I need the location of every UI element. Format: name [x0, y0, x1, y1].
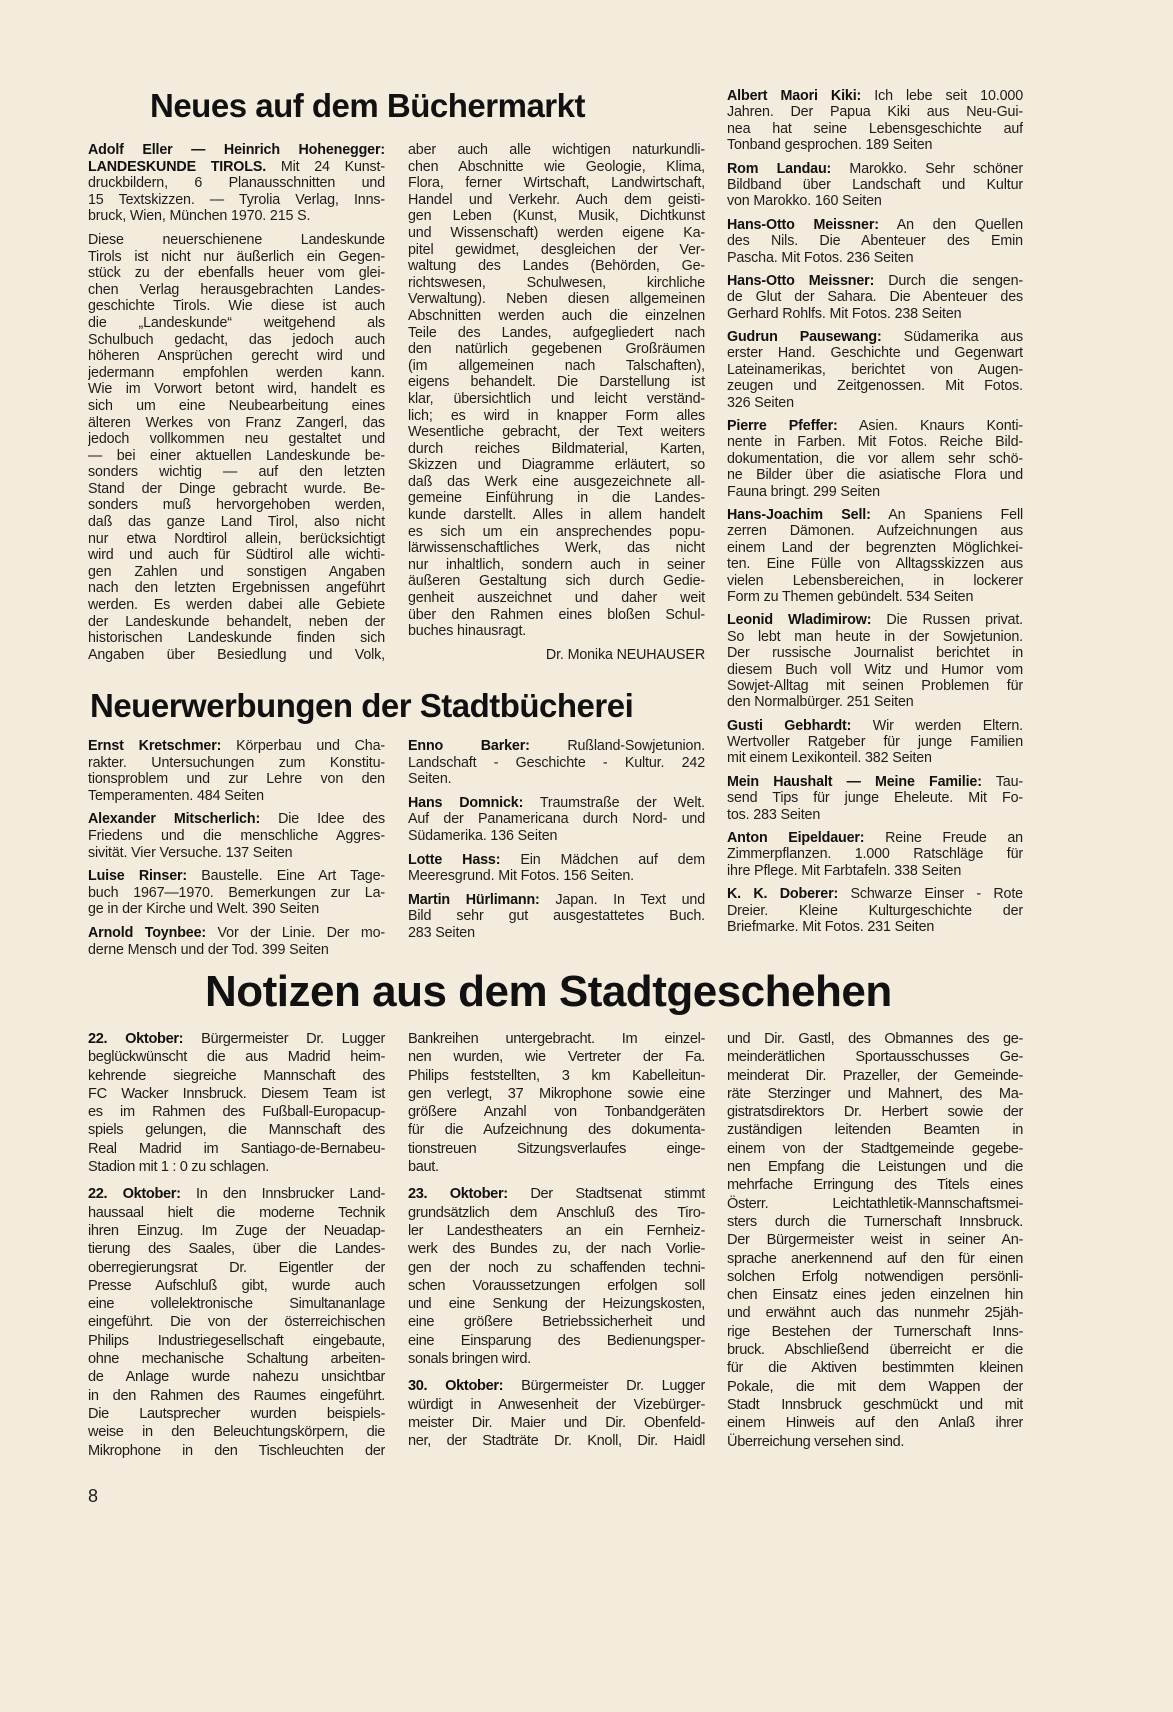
entry-author: Arnold Toynbee: [88, 924, 206, 941]
paragraph [408, 1030, 705, 1176]
text-line: baut. [408, 1159, 439, 1176]
text-line: buches hinausragt. [408, 623, 527, 640]
text-line: lärwissenschaftliches Werk, das nicht [408, 540, 705, 557]
text-line: des Nils. Die Abenteuer des Emin [727, 233, 1023, 250]
review-signature: Dr. Monika NEUHAUSER [545, 646, 705, 663]
text-line: spiels gelungen, die Mannschaft des [88, 1122, 385, 1139]
text-line: die „Landeskunde“ weitgehend als [88, 314, 385, 331]
text-line: oberregierungsrat Dr. Eigentler der [88, 1259, 385, 1276]
text-line: kunde darstellt. Alles in allem handelt [408, 507, 705, 524]
text-line: Philips Industriegesellschaft eingebaute, [88, 1332, 385, 1349]
text-line [727, 217, 1023, 233]
text-line [88, 159, 385, 176]
notes-column-1 [88, 1030, 385, 1469]
text-line [408, 1377, 705, 1395]
text-line: lich; es wird in knapper Form alles [408, 407, 705, 424]
heading-library-acquisitions: Neuerwerbungen der Stadtbücherei [90, 687, 634, 724]
text-line: über den Rahmen eines bloßen Schul- [408, 606, 705, 623]
text-line: So lebt man heute in der Sowjetunion. [727, 628, 1023, 645]
text-line: werden. Es werden dabei alle Gebiete [88, 597, 385, 614]
entry-author: Leonid Wladimirow: [727, 612, 872, 629]
paragraph [727, 88, 1023, 154]
text-line: de Anlage wurde nahezu unsichtbar [88, 1369, 385, 1386]
text-line: und Wissenschaft) werden eigene Ka- [408, 224, 705, 241]
paragraph [408, 892, 705, 942]
text-line: weise in den Beleuchtungskörpern, die [88, 1424, 385, 1441]
paragraph [727, 161, 1023, 210]
text-line: Temperamenten. 484 Seiten [88, 787, 264, 804]
text-line: älteren Werkes von Franz Zangerl, das [88, 414, 385, 431]
text-line [727, 273, 1023, 289]
text-line: Fauna bringt. 299 Seiten [727, 483, 880, 500]
text-line: gen der noch zu schaffenden techni- [408, 1259, 705, 1276]
text-line: werk des Bundes zu, der nach Vorlie- [408, 1241, 705, 1258]
text-line: Der Bürgermeister weist in seiner An- [727, 1232, 1023, 1249]
text-line: daß das ganze Land Tirol, also nicht [88, 514, 385, 531]
text-line: buch 1967—1970. Bemerkungen zur La- [88, 884, 385, 901]
entry-author: Hans-Joachim Sell: [727, 506, 871, 523]
text-line: Schulbuch gedacht, das jedoch auch [88, 331, 385, 348]
library-column-1 [88, 738, 385, 965]
page-number: 8 [88, 1486, 99, 1506]
entry-author: Ernst Kretschmer: [88, 738, 222, 754]
text-line [408, 795, 705, 812]
text-line: jedermann empfohlen werden kann. [88, 364, 385, 381]
text-line: tionstreuen Sitzungsverlaufes einge- [408, 1140, 705, 1157]
entry-author: Enno Barker: [408, 738, 530, 754]
text-line: gen verlegt, 37 Mikrophone sowie eine [408, 1085, 705, 1102]
text-line: ner, der Stadträte Dr. Knoll, Dir. Haidl [408, 1433, 705, 1450]
text-line [727, 507, 1023, 523]
text-line: sters durch die Turnerschaft Innsbruck. [727, 1213, 1023, 1230]
entry-text: Bürgermeister Dr. Lugger [183, 1031, 385, 1047]
text-line: für die Aufzeichnung des dokumenta- [408, 1122, 705, 1139]
text-line: gen Zahlen und sonstigen Angaben [88, 563, 385, 580]
entry-text: An Spaniens Fell [870, 506, 1023, 523]
text-line: zerren Dämonen. Aufzeichnungen aus [727, 523, 1023, 540]
text-line [727, 418, 1023, 434]
notes-column-2 [408, 1030, 705, 1460]
text-line: einem von der Stadtgemeinde gegebe- [727, 1140, 1023, 1157]
text-line: ge in der Kirche und Welt. 390 Seiten [88, 901, 320, 918]
entry-text: Asien. Knaurs Konti- [837, 418, 1023, 435]
text-line [727, 718, 1023, 734]
paragraph [727, 329, 1023, 411]
text-line [727, 774, 1023, 790]
text-line: es sich um ein ansprechendes popu- [408, 523, 705, 540]
text-line: chen Verlag herausgebrachten Landes- [88, 281, 385, 298]
entry-author: K. K. Doberer: [727, 886, 839, 903]
paragraph [408, 852, 705, 885]
text-line: klar, übersichtlich und leicht verständ- [408, 390, 705, 407]
text-line: geschichte Tirols. Wie diese ist auch [88, 298, 385, 315]
heading-city-notes: Notizen aus dem Stadtgeschehen [205, 967, 892, 1016]
text-line: Landschaft - Geschichte - Kultur. 242 [408, 754, 705, 771]
text-line: Pokale, die mit dem Wappen der [727, 1378, 1023, 1395]
text-line: Seiten. [408, 771, 452, 788]
entry-author: LANDESKUNDE TIROLS. [88, 158, 267, 175]
text-line: einem Hinweis auf den Anlaß ihrer [727, 1415, 1023, 1432]
text-line: Real Madrid im Santiago-de-Bernabeu- [88, 1140, 385, 1157]
text-line: genheit auszeichnet und daher weit [408, 590, 705, 607]
text-line: Lateinamerikas, berichtet von Augen- [727, 361, 1023, 378]
text-line: größere Anzahl von Tonbandgeräten [408, 1104, 705, 1121]
entry-author: 23. Oktober: [408, 1186, 508, 1203]
text-line: derne Mensch und der Tod. 399 Seiten [88, 941, 329, 958]
text-line: eine größere Betriebssicherheit und [408, 1314, 705, 1331]
text-line: diesem Buch voll Witz und Humor vom [727, 661, 1023, 678]
text-line: Tonband gesprochen. 189 Seiten [727, 137, 933, 154]
text-line: würdigt in Anwesenheit der Vizebürger- [408, 1396, 705, 1413]
entry-author: 22. Oktober: [88, 1186, 181, 1203]
review-column-1 [88, 142, 385, 670]
paragraph [727, 507, 1023, 605]
text-line: gen Leben (Kunst, Musik, Dichtkunst [408, 208, 705, 225]
text-line: Wertvoller Ratgeber für junge Familien [727, 734, 1023, 751]
text-line: tierung des Saales, über die Landes- [88, 1241, 385, 1258]
text-line: Abschnitten werden auch die einzelnen [408, 307, 705, 324]
text-line: sprache anerkennend auf den für einen [727, 1250, 1023, 1267]
text-line: meinderätlichen Sportausschusses Ge- [727, 1049, 1023, 1066]
text-line: nente in Farben. Mit Fotos. Reiche Bild- [727, 434, 1023, 451]
text-line: meinderat Dir. Prazeller, der Gemeinde- [727, 1067, 1023, 1084]
text-line: (im allgemeinen nach Talschaften), [408, 357, 705, 374]
text-line [88, 925, 385, 942]
text-line: schen Voraussetzungen erfolgen soll [408, 1277, 705, 1294]
entry-text: Die Russen privat. [871, 612, 1023, 629]
text-line: 283 Seiten [408, 924, 475, 941]
paragraph [408, 1185, 705, 1368]
paragraph [88, 142, 385, 225]
text-line: solchen Erfolg notwendigen persönli- [727, 1268, 1023, 1285]
text-line: gemeine Einführung in die Landes- [408, 490, 705, 507]
paragraph [727, 830, 1023, 879]
entry-author: Hans-Otto Meissner: [727, 216, 879, 233]
text-line: Tirols ist nicht nur äußerlich ein Gegen- [88, 248, 385, 265]
text-line [727, 161, 1023, 177]
text-line: chen Abschnitte wie Geologie, Klima, [408, 158, 705, 175]
text-line: Österr. Leichtathletik-Mannschaftsmei- [727, 1195, 1023, 1212]
entry-text: Der Stadtsenat stimmt [507, 1186, 705, 1203]
text-line: ne Bilder über die asiatische Flora und [727, 467, 1023, 484]
entry-text: An den Quellen [878, 216, 1023, 233]
text-line: Stadion mit 1 : 0 zu schlagen. [88, 1159, 269, 1176]
entry-author: Gusti Gebhardt: [727, 717, 852, 734]
text-line [88, 142, 385, 159]
text-line: Briefmarke. Mit Fotos. 231 Seiten [727, 918, 935, 935]
text-line [727, 88, 1023, 104]
paragraph [88, 868, 385, 918]
text-line [408, 892, 705, 909]
entry-author: 22. Oktober: [88, 1031, 184, 1047]
text-line: meister Dir. Maier und Dir. Obenfeld- [408, 1414, 705, 1431]
paragraph [727, 273, 1023, 322]
text-line: tos. 283 Seiten [727, 806, 821, 823]
text-line: Form zu Themen gebündelt. 534 Seiten [727, 588, 974, 605]
paragraph [727, 718, 1023, 767]
paragraph [727, 612, 1023, 710]
entry-text: Südamerika aus [881, 329, 1023, 346]
text-line: Der russische Journalist berichtet in [727, 645, 1023, 662]
text-line: erster Hand. Geschichte und Gegenwart [727, 345, 1023, 362]
paragraph [88, 232, 385, 663]
review-column-2 [408, 142, 705, 663]
text-line: dokumentation, die vor allem sehr schö- [727, 450, 1023, 467]
text-line: einem Land der begrenzten Möglichkei- [727, 539, 1023, 556]
entry-text: Baustelle. Eine Art Tage- [187, 868, 385, 885]
text-line: Friedens und die menschliche Aggres- [88, 827, 385, 844]
text-line: höheren Ansprüchen gerecht wird und [88, 348, 385, 365]
text-line: und erwähnt auch das nunmehr 25jäh- [727, 1305, 1023, 1322]
text-line: Diese neuerschienene Landeskunde [88, 231, 385, 248]
text-line: bruck, Wien, München 1970. 215 S. [88, 208, 311, 225]
text-line: waltung des Landes (Behörden, Ge- [408, 258, 705, 275]
text-line: Dreier. Kleine Kulturgeschichte der [727, 902, 1023, 919]
text-line: ohne mechanische Schaltung arbeiten- [88, 1351, 385, 1368]
text-line: Philips feststellten, 3 km Kabelleitun- [408, 1067, 705, 1084]
text-line: nur inhaltlich, sondern auch in seiner [408, 556, 705, 573]
paragraph [88, 811, 385, 861]
entry-text: Mit 24 Kunst- [266, 158, 385, 175]
text-line: wird und auch für Südtirol alle wichti- [88, 547, 385, 564]
entry-author: 30. Oktober: [408, 1378, 504, 1395]
text-line: grundsätzlich dem Anschluß des Tiro- [408, 1204, 705, 1221]
text-line: Bildband über Landschaft und Kultur [727, 176, 1023, 193]
text-line: es im Rahmen des Fußball-Europacup- [88, 1104, 385, 1121]
entry-text: Wir werden Eltern. [851, 717, 1023, 734]
text-line: Gerhard Rohlfs. Mit Fotos. 238 Seiten [727, 305, 962, 322]
text-line: haussaal hielt die moderne Technik [88, 1204, 385, 1221]
text-line: Wie im Vorwort betont wird, handelt es [88, 381, 385, 398]
text-line: Sowjet-Alltag mit seinen Problemen für [727, 677, 1023, 694]
entry-text: Durch die sengen- [874, 272, 1023, 289]
entry-text: Ich lebe seit 10.000 [861, 88, 1023, 104]
text-line: ihre Pflege. Mit Farbtafeln. 338 Seiten [727, 862, 962, 879]
paragraph [727, 1030, 1023, 1451]
text-line: 326 Seiten [727, 394, 794, 411]
text-line: FC Wacker Innsbruck. Diesem Team ist [88, 1085, 385, 1102]
text-line: eine Einsparung des Bedienungsper- [408, 1332, 705, 1349]
text-line: richtswesen, Schulwesen, kirchliche [408, 274, 705, 291]
entry-text: Bürgermeister Dr. Lugger [503, 1378, 705, 1395]
entry-text: Tau- [981, 773, 1023, 790]
entry-author: Martin Hürlimann: [408, 891, 540, 908]
text-line [408, 738, 705, 755]
paragraph [727, 886, 1023, 935]
text-line: stück zu der ebenfalls heuer vom glei- [88, 265, 385, 282]
entry-text: Die Idee des [260, 811, 385, 828]
entry-text: Körperbau und Cha- [221, 738, 385, 754]
text-line: zuständigen leitenden Beamten in [727, 1122, 1023, 1139]
text-line: de Glut der Sahara. Die Abenteuer des [727, 289, 1023, 306]
text-line: Mikrophone in den Tischleuchten der [88, 1442, 385, 1459]
entry-text: Marokko. Sehr schöner [831, 160, 1023, 177]
text-line: äußeren Gestaltung sich durch Gedie- [408, 573, 705, 590]
text-line: durch reiches Bildmaterial, Karten, [408, 440, 705, 457]
text-line: Wesentliche gebracht, der Text weiters [408, 424, 705, 441]
text-line [727, 612, 1023, 628]
text-line [727, 830, 1023, 846]
text-line [727, 329, 1023, 345]
paragraph [88, 1030, 385, 1176]
entry-author: Alexander Mitscherlich: [88, 811, 261, 828]
entry-text: Ein Mädchen auf dem [500, 851, 705, 868]
text-line [88, 811, 385, 828]
text-line: eingeführt. Die von der österreichischen [88, 1314, 385, 1331]
text-line: Bild sehr gut ausgestattetes Buch. [408, 908, 705, 925]
text-line: Stadt Innsbruck geschmückt und mit [727, 1396, 1023, 1413]
library-column-3 [727, 88, 1023, 942]
text-line: sich um eine Neubearbeitung eines [88, 397, 385, 414]
text-line: ler Landestheaters an ein Fernheiz- [408, 1222, 705, 1239]
text-line: eigens behandelt. Die Darstellung ist [408, 374, 705, 391]
text-line [408, 852, 705, 869]
text-line: eine vollelektronische Simultananlage [88, 1296, 385, 1313]
text-line: chen Einsatz eines jeden einzelnen hin [727, 1287, 1023, 1304]
paragraph [88, 1185, 385, 1459]
text-line: Bankreihen untergebracht. Im einzel- [408, 1031, 705, 1047]
text-line [88, 1185, 385, 1203]
text-line: beglückwünscht die aus Madrid heim- [88, 1049, 385, 1066]
text-line: 15 Textskizzen. — Tyrolia Verlag, Inns- [88, 191, 385, 208]
paragraph [727, 418, 1023, 500]
text-line [88, 738, 385, 755]
text-line: sonders wichtig — auf den letzten [88, 464, 385, 481]
text-line: gistratsdirektors Dr. Herbert sowie der [727, 1104, 1023, 1121]
text-line: — bei einer aktuellen Landeskunde be- [88, 447, 385, 464]
text-line: nur etwa Nordtirol allein, berücksichtigt [88, 530, 385, 547]
entry-text: Schwarze Einser - Rote [838, 886, 1023, 903]
paragraph [727, 217, 1023, 266]
text-line: räte Sterzinger und Mahnert, des Ma- [727, 1085, 1023, 1102]
entry-author: Hans-Otto Meissner: [727, 272, 875, 289]
entry-text: Japan. In Text und [539, 891, 705, 908]
text-line: ihren Einzug. Im Zuge der Neuadap- [88, 1222, 385, 1239]
text-line: daß das Werk eine ausgezeichnete all- [408, 473, 705, 490]
text-line: Angaben über Besiedlung und Volk, [88, 646, 385, 663]
text-line: und Dir. Gastl, des Obmannes des ge- [727, 1031, 1023, 1047]
text-line: der Landeskunde behandelt, neben der [88, 613, 385, 630]
text-line: in den Rahmen des Raumes eingeführt. [88, 1387, 385, 1404]
text-line [408, 1185, 705, 1203]
text-line: den Normalbürger. 251 Seiten [727, 694, 914, 711]
text-line: kehrende siegreiche Mannschaft des [88, 1067, 385, 1084]
entry-author: Anton Eipeldauer: [727, 830, 865, 847]
text-line: Stand der Dinge gebracht wurde. Be- [88, 480, 385, 497]
paragraph [408, 738, 705, 788]
text-line: nea hat seine Lebensgeschichte auf [727, 120, 1023, 137]
entry-author: Albert Maori Kiki: [727, 88, 862, 104]
text-line: nen wurden, wie Vertreter der Fa. [408, 1049, 705, 1066]
text-line: von Marokko. 160 Seiten [727, 193, 882, 210]
entry-author: Pierre Pfeffer: [727, 418, 838, 435]
text-line: rakter. Untersuchungen zum Konstitu- [88, 754, 385, 771]
text-line: Handel und Verkehr. Auch dem geisti- [408, 191, 705, 208]
paragraph [88, 738, 385, 804]
text-line: Südamerika. 136 Seiten [408, 827, 558, 844]
text-line: ten. Eine Fülle von Alltagsskizzen aus [727, 556, 1023, 573]
text-line: rige Bestehen der Turnerschaft Inns- [727, 1323, 1023, 1340]
text-line: nach den letzten Ergebnissen angeführt [88, 580, 385, 597]
text-line: tionsproblem und zur Lehre von den [88, 771, 385, 788]
text-line: für die Aktiven bestimmten kleinen [727, 1360, 1023, 1377]
text-line: Pascha. Mit Fotos. 236 Seiten [727, 249, 914, 266]
entry-author: Luise Rinser: [88, 868, 188, 885]
text-line: und eine Senkung der Heizungskosten, [408, 1296, 705, 1313]
entry-author: Lotte Hass: [408, 851, 501, 868]
paragraph [727, 774, 1023, 823]
entry-author: Hans Domnick: [408, 794, 524, 811]
text-line: Die Lautsprecher wurden beispiels- [88, 1405, 385, 1422]
text-line [727, 886, 1023, 902]
notes-column-3 [727, 1030, 1023, 1460]
entry-text: Traumstraße der Welt. [523, 794, 705, 811]
text-line: Jahren. Der Papua Kiki aus Neu-Gui- [727, 104, 1023, 121]
entry-text: Reine Freude an [864, 830, 1023, 847]
heading-book-market: Neues auf dem Büchermarkt [150, 87, 585, 124]
text-line [88, 868, 385, 885]
entry-author: Mein Haushalt — Meine Familie: [727, 773, 982, 790]
text-line: Skizzen und Diagramme erläutert, so [408, 457, 705, 474]
paragraph [408, 1377, 705, 1450]
text-line [88, 1030, 385, 1048]
text-line: Zimmerpflanzen. 1.000 Ratschläge für [727, 846, 1023, 863]
entry-text: In den Innsbrucker Land- [180, 1186, 385, 1203]
text-line: jedoch vollkommen neu gestaltet und [88, 431, 385, 448]
text-line: den natürlich gegebenen Großräumen [408, 341, 705, 358]
text-line: historischen Landeskunde finden sich [88, 630, 385, 647]
text-line: aber auch alle wichtigen naturkundli- [408, 142, 705, 158]
entry-author: Rom Landau: [727, 160, 832, 177]
text-line: Meeresgrund. Mit Fotos. 156 Seiten. [408, 868, 634, 885]
text-line: vielen Lebensbereichen, in lockerer [727, 572, 1023, 589]
text-line: send Tips für junge Eheleute. Mit Fo- [727, 790, 1023, 807]
text-line: mehrfache Erringung des Titels eines [727, 1177, 1023, 1194]
text-line: bruck. Abschließend überreicht er die [727, 1342, 1023, 1359]
text-line: sonals bringen wird. [408, 1351, 531, 1368]
text-line: Presse Aufschluß gibt, wurde auch [88, 1277, 385, 1294]
library-column-2 [408, 738, 705, 949]
entry-author: Gudrun Pausewang: [727, 329, 882, 346]
entry-text: Rußland-Sowjetunion. [529, 738, 705, 754]
text-line: Überreichung versehen sind. [727, 1433, 905, 1450]
paragraph [408, 142, 705, 640]
text-line: Auf der Panamericana durch Nord- und [408, 811, 705, 828]
text-line: Teile des Landes, aufgegliedert nach [408, 324, 705, 341]
entry-author: Adolf Eller — Heinrich Hohenegger: [88, 142, 385, 158]
text-line: zeugen und Zeitgenossen. Mit Fotos. [727, 378, 1023, 395]
text-line: nen Empfang die Leistungen und die [727, 1159, 1023, 1176]
paragraph [408, 795, 705, 845]
text-line: sivität. Vier Versuche. 137 Seiten [88, 844, 293, 861]
text-line: druckbildern, 6 Planausschnitten und [88, 175, 385, 192]
text-line: Flora, ferner Wirtschaft, Landwirtschaft, [408, 175, 705, 192]
text-line: pitel gewidmet, desgleichen der Ver- [408, 241, 705, 258]
text-line: sonders muß hervorgehoben werden, [88, 497, 385, 514]
text-line: mit einem Lexikonteil. 382 Seiten [727, 750, 932, 767]
text-line: Verwaltung). Neben diesen allgemeinen [408, 291, 705, 308]
paragraph [88, 925, 385, 958]
entry-text: Vor der Linie. Der mo- [206, 924, 385, 941]
